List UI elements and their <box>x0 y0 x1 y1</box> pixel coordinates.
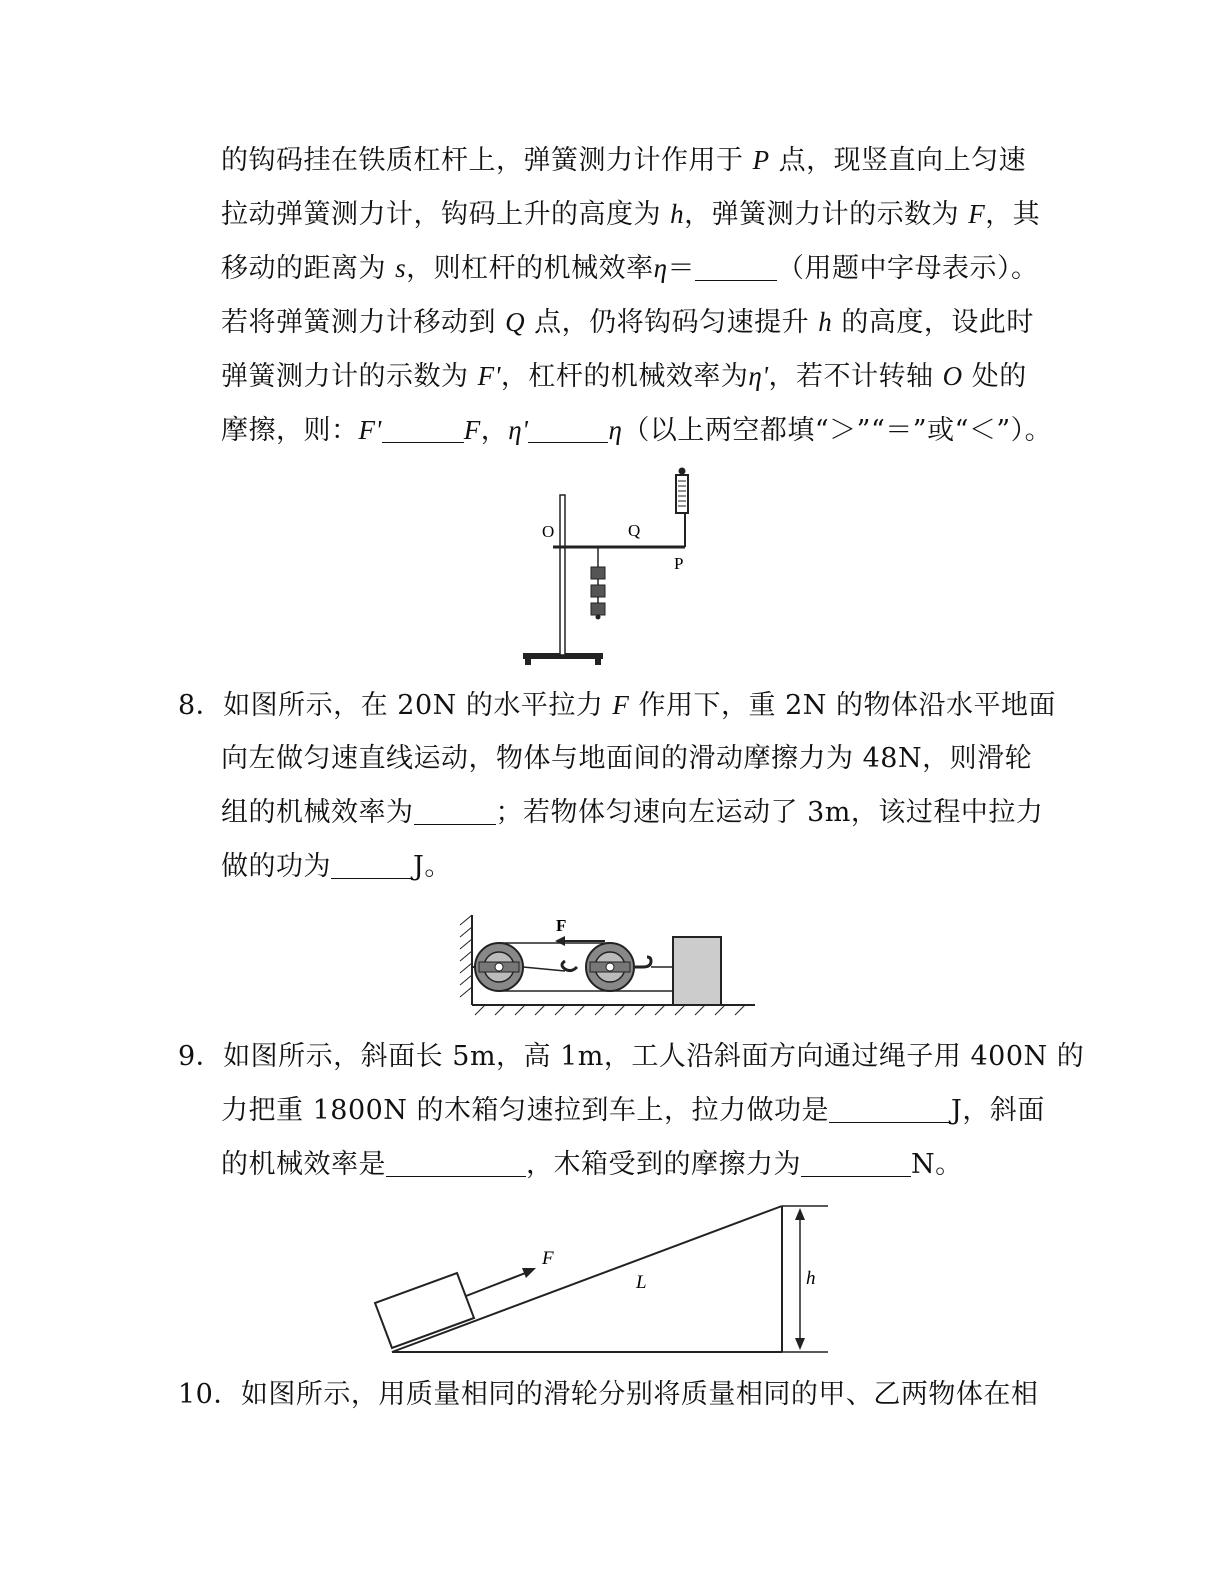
q8-line-3: 组的机械效率为 ；若物体匀速向左运动了 3m，该过程中拉力 <box>221 797 1044 828</box>
label-O: O <box>542 522 555 541</box>
answer-blank[interactable] <box>528 414 608 443</box>
answer-blank[interactable] <box>331 850 413 879</box>
q9-line-1: 9．如图所示，斜面长 5m，高 1m，工人沿斜面方向通过绳子用 400N 的 <box>178 1041 1085 1072</box>
q7-line-3: 移动的距离为 s，则杠杆的机械效率η＝ （用题中字母表示）。 <box>221 253 1039 284</box>
q7-line-2: 拉动弹簧测力计，钩码上升的高度为 h，弹簧测力计的示数为 F，其 <box>221 199 1041 230</box>
label-F: F <box>556 916 567 935</box>
answer-blank[interactable] <box>382 414 464 443</box>
q9-line-2: 力把重 1800N 的木箱匀速拉到车上，拉力做功是 J，斜面 <box>221 1095 1045 1126</box>
q9-line-3: 的机械效率是 ，木箱受到的摩擦力为 N。 <box>221 1149 963 1180</box>
answer-blank[interactable] <box>829 1094 951 1123</box>
label-L: L <box>636 1272 647 1293</box>
answer-blank[interactable] <box>414 796 496 825</box>
answer-blank[interactable] <box>801 1148 911 1177</box>
q8-line-2: 向左做匀速直线运动，物体与地面间的滑动摩擦力为 48N，则滑轮 <box>221 743 1033 774</box>
pulley-figure <box>455 905 760 1020</box>
q8-line-4: 做的功为 J。 <box>221 851 452 882</box>
q7-line-5: 弹簧测力计的示数为 F'，杠杆的机械效率为η'，若不计转轴 O 处的 <box>221 361 1027 392</box>
q7-line-4: 若将弹簧测力计移动到 Q 点，仍将钩码匀速提升 h 的高度，设此时 <box>221 307 1034 338</box>
q7-line-6: 摩擦，则：F' F，η' η（以上两空都填“＞”“＝”或“＜”）。 <box>221 415 1053 446</box>
incline-figure <box>370 1200 840 1360</box>
q10-line-1: 10．如图所示，用质量相同的滑轮分别将质量相同的甲、乙两物体在相 <box>178 1379 1039 1410</box>
label-F: F <box>542 1248 554 1269</box>
label-Q: Q <box>628 521 641 540</box>
label-h: h <box>806 1268 816 1289</box>
q7-line-1: 的钩码挂在铁质杠杆上，弹簧测力计作用于 P 点，现竖直向上匀速 <box>221 145 1027 176</box>
lever-figure <box>515 465 715 670</box>
answer-blank[interactable] <box>695 252 777 281</box>
q8-line-1: 8．如图所示，在 20N 的水平拉力 F 作用下，重 2N 的物体沿水平地面 <box>178 690 1056 721</box>
answer-blank[interactable] <box>386 1148 526 1177</box>
label-P: P <box>674 554 684 573</box>
